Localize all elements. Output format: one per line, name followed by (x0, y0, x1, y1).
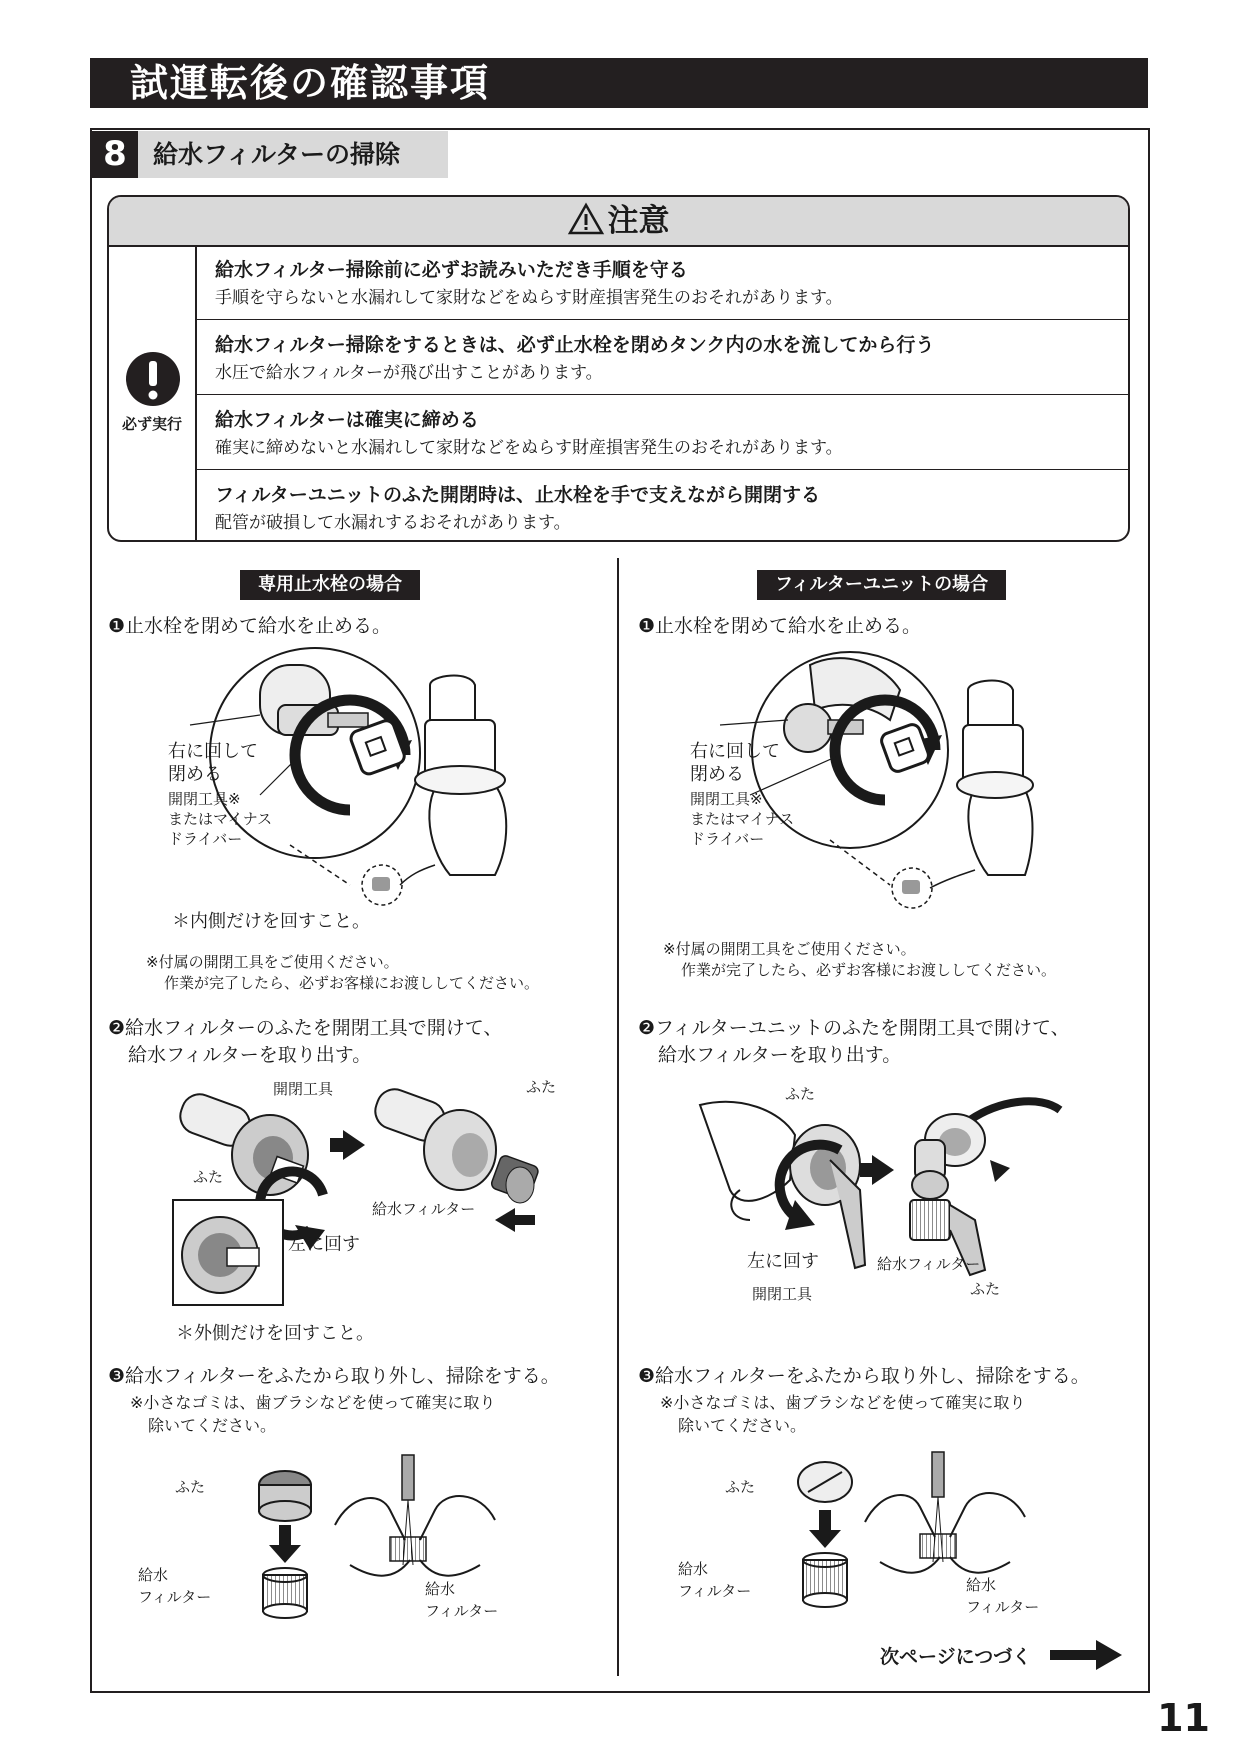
left-step2-line1: ❷給水フィルターのふたを開閉工具で開けて、 (108, 1017, 503, 1039)
next-page-text: 次ページにつづく (880, 1646, 1032, 1668)
right-fig2-filter: 給水フィルター (877, 1255, 981, 1273)
column-divider (617, 558, 619, 1676)
right-fig2-lid-bottom: ふた (970, 1280, 1001, 1298)
caution-side-label: 必ず実行 (121, 415, 182, 433)
left-fig3-filter-a1: 給水 (138, 1566, 169, 1584)
right-fig2-turn-left: 左に回す (747, 1251, 819, 1272)
right-fig1-turn-line1: 右に回して (690, 741, 780, 762)
right-fig2-lid-top: ふた (785, 1085, 816, 1103)
caution-item-body: 確実に締めないと水漏れして家財などをぬらす財産損害発生のおそれがあります。 (215, 438, 843, 458)
left-fig1-tool-line3: ドライバー (168, 830, 243, 848)
left-fig3-filter-b2: フィルター (425, 1602, 499, 1620)
page-title: 試運転後の確認事項 (130, 61, 491, 105)
left-fig1-tool-line2: またはマイナス (168, 810, 273, 828)
caution-item (197, 320, 1130, 395)
right-fig3-filter-b1: 給水 (966, 1576, 997, 1594)
right-fig1-tool-line2: またはマイナス (690, 810, 795, 828)
right-step3: ❸給水フィルターをふたから取り外し、掃除をする。 (638, 1365, 1090, 1387)
right-fig3-filter-b2: フィルター (966, 1598, 1040, 1616)
left-fig3-lid: ふた (175, 1478, 206, 1496)
caution-item (197, 470, 1130, 542)
left-fig2-turn-left: 左に回す (288, 1234, 360, 1255)
left-fig3-filter-b1: 給水 (425, 1580, 456, 1598)
left-fig3-filter-a2: フィルター (138, 1588, 212, 1606)
left-fig1-turn-line1: 右に回して (168, 741, 258, 762)
left-filter-removal-illustration (165, 1080, 605, 1310)
right-fig2-tool: 開閉工具 (752, 1285, 813, 1303)
left-fig2-lid-left: ふた (193, 1168, 224, 1186)
right-note1-line2: 作業が完了したら、必ずお客様にお渡ししてください。 (681, 961, 1057, 979)
caution-item-body: 配管が破損して水漏れするおそれがあります。 (215, 513, 571, 533)
right-fig3-filter-a1: 給水 (678, 1560, 709, 1578)
warning-triangle-icon (568, 203, 604, 235)
caution-item (197, 395, 1130, 470)
left-fig2-tool: 開閉工具 (273, 1080, 334, 1098)
left-note3-line2: 除いてください。 (148, 1416, 277, 1435)
right-note3-line1: ※小さなゴミは、歯ブラシなどを使って確実に取り (660, 1393, 1026, 1412)
right-step2-line1: ❷フィルターユニットのふたを開閉工具で開けて、 (638, 1017, 1070, 1039)
caution-item-title: 給水フィルターは確実に締める (215, 409, 479, 431)
right-fig3-lid: ふた (725, 1478, 756, 1496)
caution-item-title: 給水フィルター掃除前に必ずお読みいただき手順を守る (215, 259, 688, 281)
right-fig1-tool-line3: ドライバー (690, 830, 765, 848)
left-case-tag: 専用止水栓の場合 (240, 570, 420, 600)
left-note3-line1: ※小さなゴミは、歯ブラシなどを使って確実に取り (130, 1393, 496, 1412)
right-fig1-turn-line2: 閉める (690, 764, 744, 785)
caution-side (109, 245, 197, 542)
page-number: 11 (1157, 1696, 1210, 1740)
right-fig1-tool-line1: 開閉工具※ (690, 790, 763, 808)
caution-heading (109, 197, 1128, 245)
caution-box (107, 195, 1130, 542)
left-fig1-turn-line2: 閉める (168, 764, 222, 785)
section-number: 8 (92, 131, 138, 178)
left-fig2-outer-note: ＊外側だけを回すこと。 (176, 1323, 374, 1344)
left-step3: ❸給水フィルターをふたから取り外し、掃除をする。 (108, 1365, 560, 1387)
right-note1-line1: ※付属の開閉工具をご使用ください。 (663, 940, 916, 958)
caution-item-title: フィルターユニットのふた開閉時は、止水栓を手で支えながら開閉する (215, 484, 820, 506)
left-fig1-inner-note: ＊内側だけを回すこと。 (172, 911, 370, 932)
right-fig3-filter-a2: フィルター (678, 1582, 752, 1600)
left-step2-line2: 給水フィルターを取り出す。 (128, 1044, 372, 1066)
left-fig1-tool-line1: 開閉工具※ (168, 790, 241, 808)
left-fig2-filter: 給水フィルター (372, 1200, 476, 1218)
right-note3-line2: 除いてください。 (678, 1416, 807, 1435)
right-case-tag: フィルターユニットの場合 (757, 570, 1006, 600)
right-step1: ❶止水栓を閉めて給水を止める。 (638, 615, 922, 637)
right-step2-line2: 給水フィルターを取り出す。 (658, 1044, 902, 1066)
arrow-right-icon (1050, 1640, 1122, 1670)
left-note1-line2: 作業が完了したら、必ずお客様にお渡ししてください。 (164, 974, 540, 992)
left-note1-line1: ※付属の開閉工具をご使用ください。 (146, 953, 399, 971)
mandatory-action-icon (125, 351, 181, 407)
left-step1: ❶止水栓を閉めて給水を止める。 (108, 615, 392, 637)
left-fig2-lid-top: ふた (526, 1078, 557, 1096)
caution-item-title: 給水フィルター掃除をするときは、必ず止水栓を閉めタンク内の水を流してから行う (215, 334, 935, 356)
caution-item-body: 手順を守らないと水漏れして家財などをぬらす財産損害発生のおそれがあります。 (215, 288, 843, 308)
caution-heading-text: 注意 (607, 203, 670, 239)
caution-item (197, 245, 1130, 320)
caution-item-body: 水圧で給水フィルターが飛び出すことがあります。 (215, 363, 603, 383)
section-title: 給水フィルターの掃除 (153, 140, 401, 169)
